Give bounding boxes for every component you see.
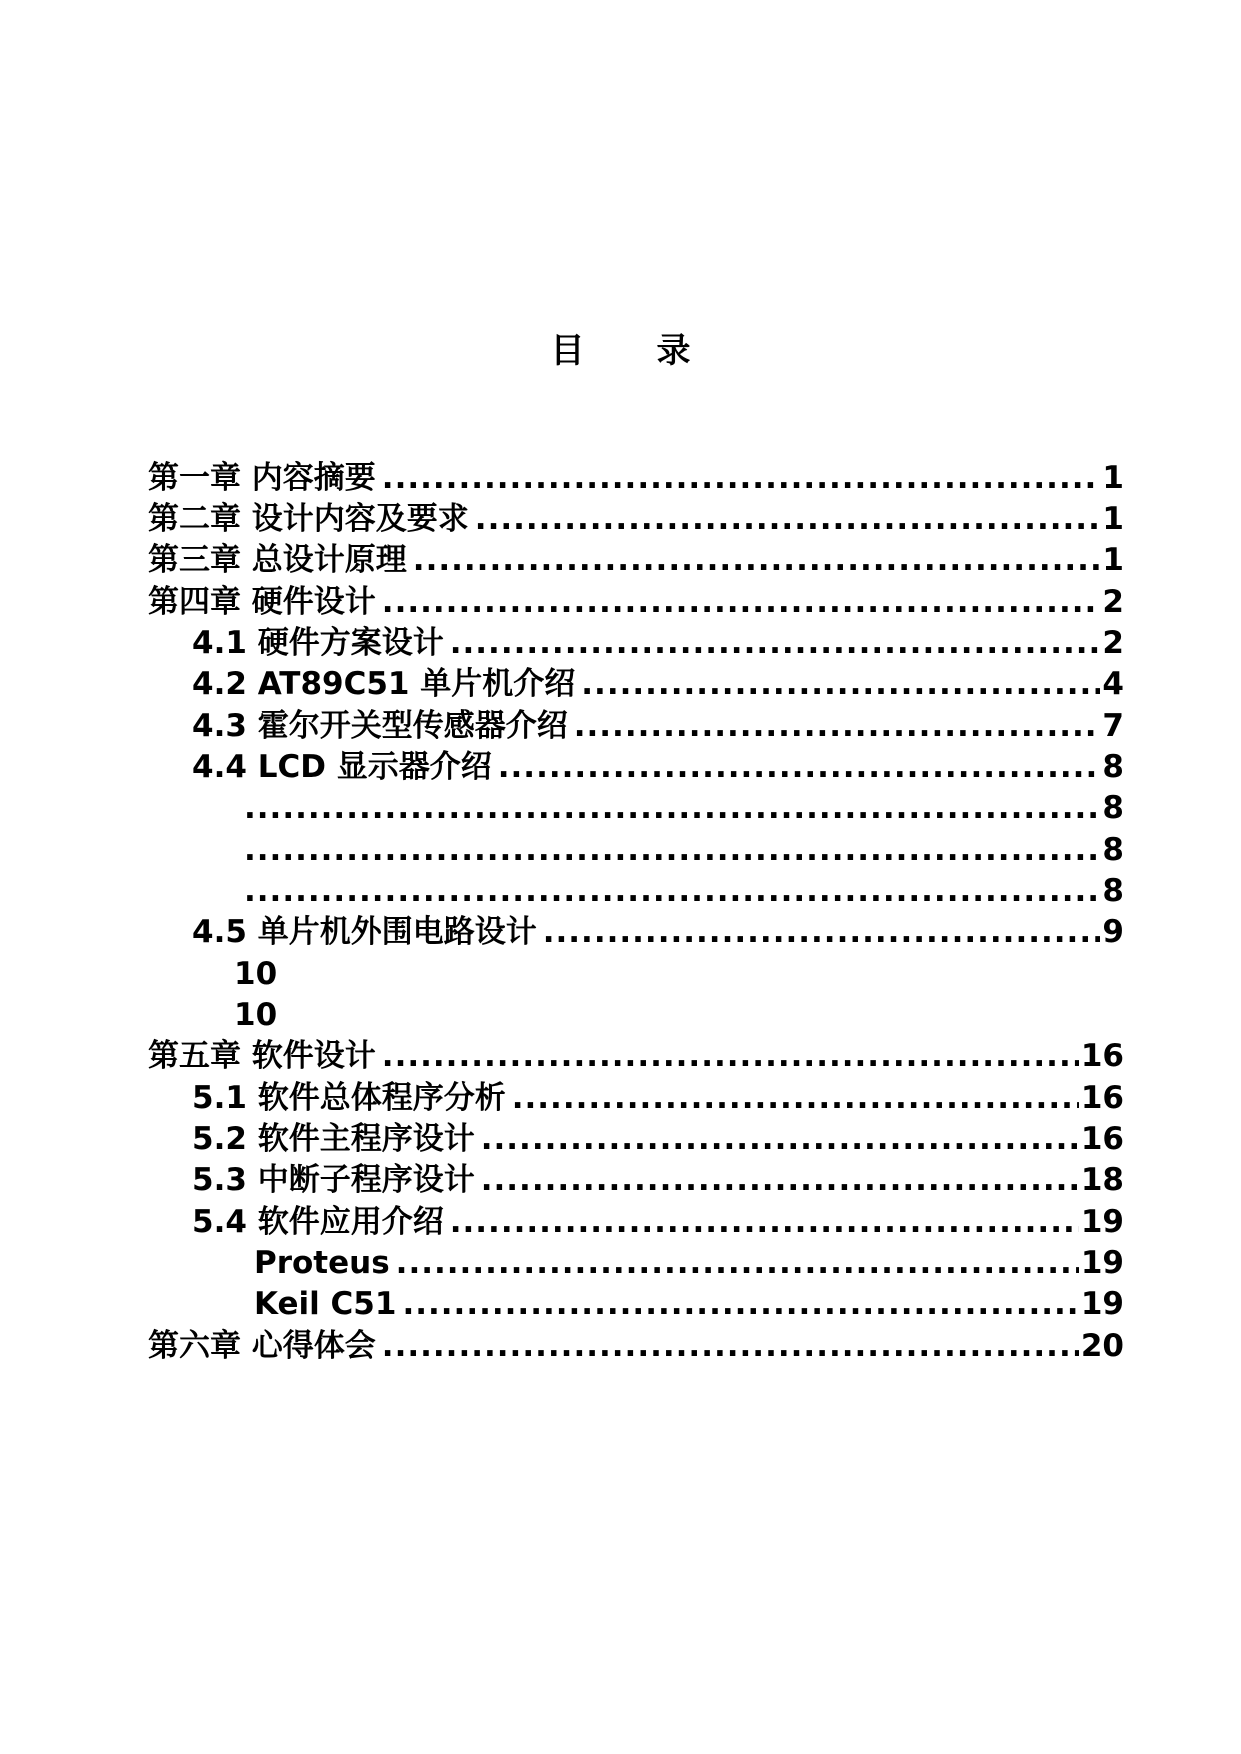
toc-entry-chapter-5[interactable] <box>148 1036 1124 1076</box>
toc-entry-subsection-4-4-c[interactable] <box>244 871 1124 911</box>
toc-dot-leader <box>574 706 1101 746</box>
toc-page-number: 20 <box>1080 1328 1124 1364</box>
toc-dot-leader <box>396 1243 1079 1283</box>
toc-dot-leader <box>382 1036 1079 1076</box>
toc-dot-leader <box>244 788 1100 828</box>
toc-dot-leader <box>244 830 1100 870</box>
toc-page-number: 2 <box>1102 625 1124 661</box>
toc-dot-leader <box>382 1326 1079 1366</box>
toc-entry-section-4-4[interactable] <box>192 747 1124 787</box>
toc-entry-label: 4.1 硬件方案设计 <box>192 625 444 661</box>
toc-entry-section-5-2[interactable] <box>192 1119 1124 1159</box>
toc-entry-section-4-5[interactable] <box>192 912 1124 952</box>
toc-dot-leader <box>481 1119 1079 1159</box>
toc-dot-leader <box>382 582 1101 622</box>
toc-page-number: 19 <box>1080 1286 1124 1322</box>
toc-entry-chapter-2[interactable] <box>148 499 1124 539</box>
toc-page-number: 7 <box>1102 708 1124 744</box>
title-part-2: 录 <box>656 331 691 371</box>
toc-entry-label: 第二章 设计内容及要求 <box>148 501 469 537</box>
toc-entry-label: 5.2 软件主程序设计 <box>192 1121 475 1157</box>
toc-entry-subsection-4-4-b[interactable] <box>244 830 1124 870</box>
toc-entry-section-5-1[interactable] <box>192 1078 1124 1118</box>
toc-entry-section-4-3[interactable] <box>192 706 1124 746</box>
toc-dot-leader <box>581 664 1100 704</box>
toc-entry-label: 第六章 心得体会 <box>148 1328 376 1364</box>
toc-entry-subsection-keil[interactable] <box>254 1284 1124 1324</box>
toc-entry-label: 第一章 内容摘要 <box>148 460 376 496</box>
toc-page-number: 1 <box>1102 501 1124 537</box>
table-of-contents <box>0 458 1241 1378</box>
toc-page-number: 1 <box>1102 460 1124 496</box>
toc-page-number: 2 <box>1102 584 1124 620</box>
toc-page-number: 19 <box>1080 1245 1124 1281</box>
toc-entry-label: 5.4 软件应用介绍 <box>192 1204 444 1240</box>
toc-dot-leader <box>450 623 1101 663</box>
toc-page-number: 8 <box>1102 832 1124 868</box>
toc-page-number: 8 <box>1102 749 1124 785</box>
toc-entry-label: 第五章 软件设计 <box>148 1038 376 1074</box>
toc-page-number: 1 <box>1102 542 1124 578</box>
toc-entry-section-5-4[interactable] <box>192 1202 1124 1242</box>
toc-entry-subsection-4-4-a[interactable] <box>244 788 1124 828</box>
toc-page-number: 8 <box>1102 790 1124 826</box>
toc-entry-chapter-1[interactable] <box>148 458 1124 498</box>
toc-entry-chapter-6[interactable] <box>148 1326 1124 1366</box>
toc-entry-label: 5.3 中断子程序设计 <box>192 1162 475 1198</box>
toc-entry-section-5-3[interactable] <box>192 1160 1124 1200</box>
toc-orphan-page-number: 10 <box>234 997 278 1033</box>
toc-dot-leader <box>481 1160 1079 1200</box>
toc-page-number: 18 <box>1080 1162 1124 1198</box>
toc-entry-chapter-3[interactable] <box>148 540 1124 580</box>
toc-dot-leader <box>543 912 1101 952</box>
toc-page-number: 8 <box>1102 873 1124 909</box>
toc-dot-leader <box>512 1078 1079 1118</box>
toc-entry-section-4-2[interactable] <box>192 664 1124 704</box>
toc-entry-label: 5.1 软件总体程序分析 <box>192 1080 506 1116</box>
toc-entry-label: 4.2 AT89C51 单片机介绍 <box>192 666 576 702</box>
toc-entry-label: 4.5 单片机外围电路设计 <box>192 914 537 950</box>
toc-page-number: 16 <box>1080 1038 1124 1074</box>
toc-dot-leader <box>244 871 1100 911</box>
toc-page-number: 4 <box>1102 666 1124 702</box>
toc-page-number: 16 <box>1080 1121 1124 1157</box>
toc-entry-subsection-proteus[interactable] <box>254 1243 1124 1283</box>
title-part-1: 目 <box>550 331 585 371</box>
toc-entry-label: Proteus <box>254 1245 390 1281</box>
toc-dot-leader <box>450 1202 1079 1242</box>
toc-entry-label: 4.3 霍尔开关型传感器介绍 <box>192 708 568 744</box>
toc-page-number: 9 <box>1102 914 1124 950</box>
toc-orphan-page-number: 10 <box>234 956 278 992</box>
page-title <box>0 323 1241 372</box>
toc-dot-leader <box>413 540 1101 580</box>
toc-dot-leader <box>382 458 1101 498</box>
toc-entry-label: Keil C51 <box>254 1286 397 1322</box>
toc-entry-label: 第四章 硬件设计 <box>148 584 376 620</box>
toc-page-number: 16 <box>1080 1080 1124 1116</box>
toc-entry-chapter-4[interactable] <box>148 582 1124 622</box>
toc-entry-label: 4.4 LCD 显示器介绍 <box>192 749 492 785</box>
toc-dot-leader <box>498 747 1101 787</box>
toc-dot-leader <box>402 1284 1078 1324</box>
toc-dot-leader <box>475 499 1101 539</box>
toc-entry-section-4-1[interactable] <box>192 623 1124 663</box>
toc-entry-label: 第三章 总设计原理 <box>148 542 407 578</box>
toc-page-number: 19 <box>1080 1204 1124 1240</box>
